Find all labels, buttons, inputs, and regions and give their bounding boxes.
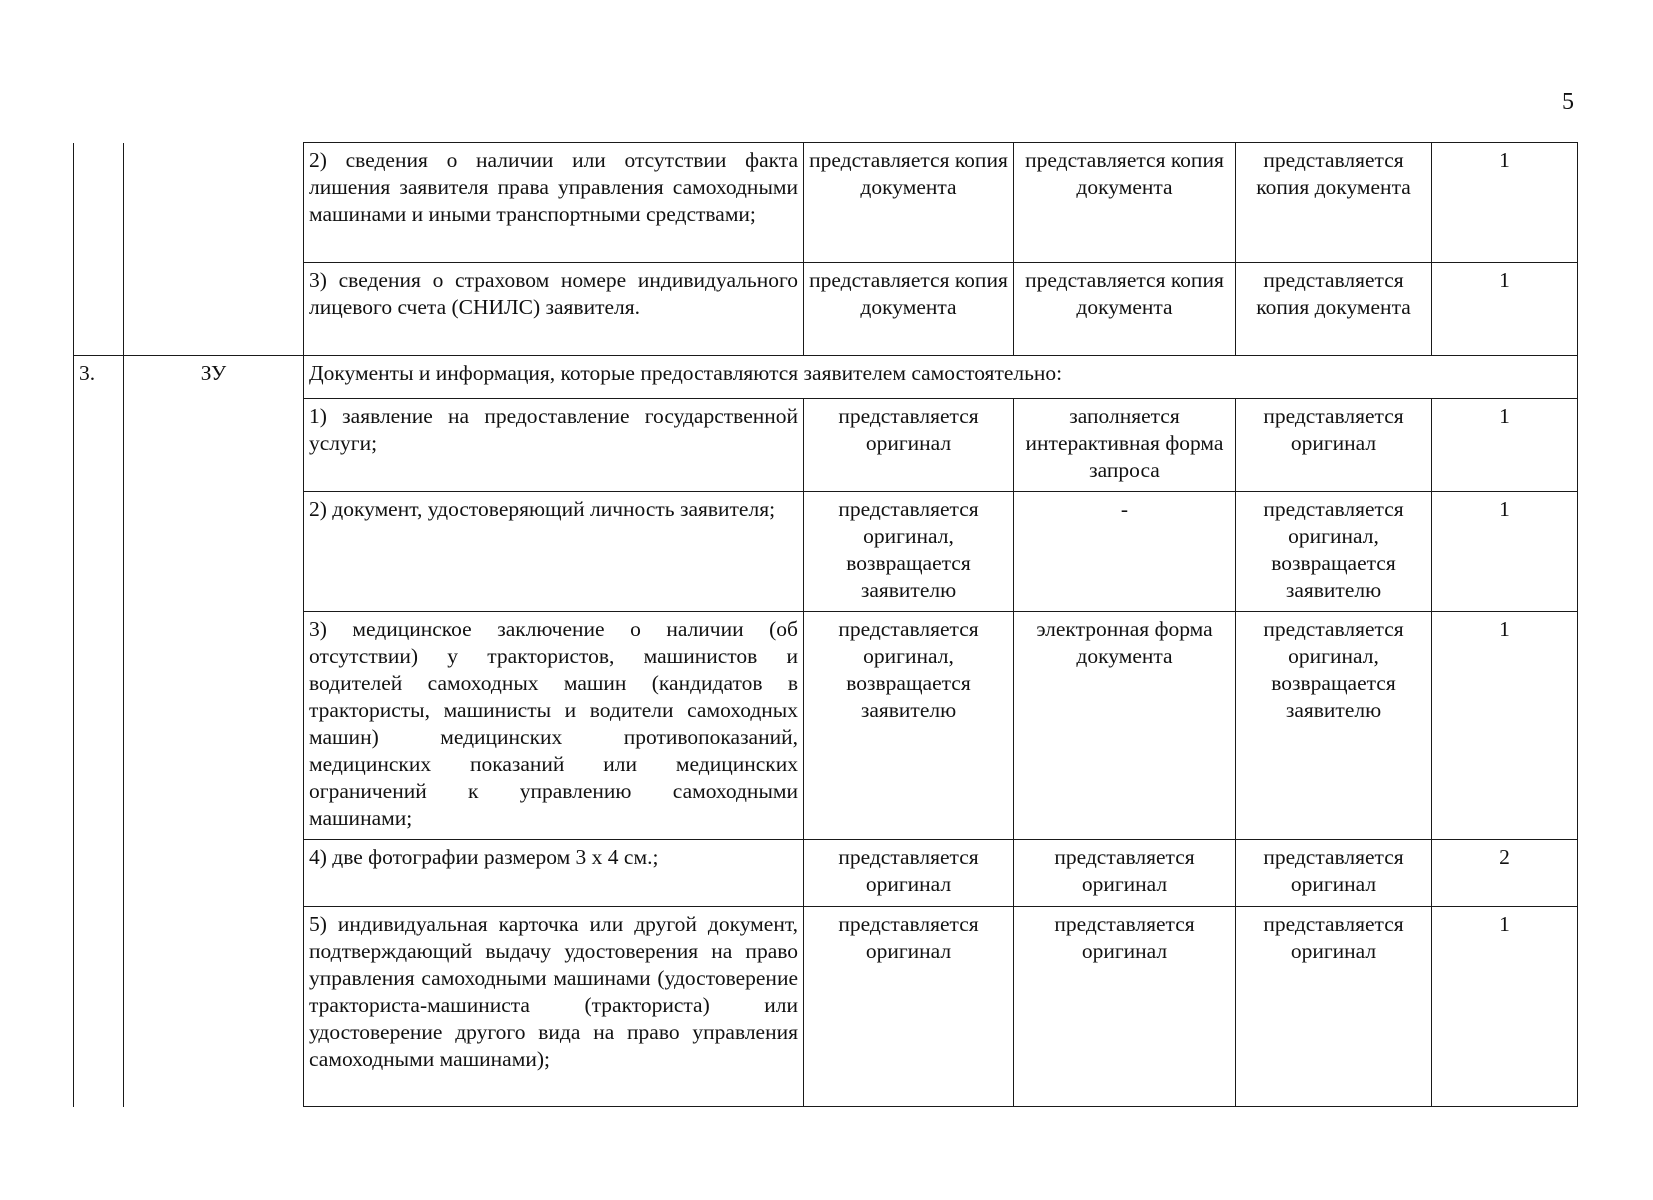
- blank-code-cell: [124, 399, 304, 492]
- blank-number-cell: [74, 840, 124, 907]
- row-description: 3) медицинское заключение о наличии (об отсутствии) у трактористов, машинистов и водителей самоходных машин (кандидатов в трактористы, машинисты и водители самоходных машин) медицинских противопоказаний, медицинских показаний или медицинских ограничений к управлению самоходными машинами;: [304, 612, 804, 840]
- row-col2: заполняется интерактивная форма запроса: [1014, 399, 1236, 492]
- blank-code-cell: [124, 263, 304, 356]
- table-row: [74, 263, 1578, 356]
- row-description: 1) заявление на предоставление государственной услуги;: [304, 399, 804, 492]
- row-description: 3) сведения о страховом номере индивидуального лицевого счета (СНИЛС) заявителя.: [304, 263, 804, 356]
- documents-table: [73, 142, 1578, 1107]
- table-row: [74, 143, 1578, 263]
- row-col3: представляется оригинал: [1236, 399, 1432, 492]
- blank-number-cell: [74, 492, 124, 612]
- row-count: 2: [1432, 840, 1578, 907]
- table-row: [74, 840, 1578, 907]
- row-count: 1: [1432, 143, 1578, 263]
- row-description: 4) две фотографии размером 3 х 4 см.;: [304, 840, 804, 907]
- row-col1: представляется оригинал, возвращается заявителю: [804, 612, 1014, 840]
- blank-code-cell: [124, 612, 304, 840]
- blank-number-cell: [74, 612, 124, 840]
- row-col2: представляется оригинал: [1014, 840, 1236, 907]
- row-count: 1: [1432, 612, 1578, 840]
- section-code: ЗУ: [124, 356, 304, 399]
- section-header: Документы и информация, которые предоставляются заявителем самостоятельно:: [304, 356, 1578, 399]
- row-count: 1: [1432, 492, 1578, 612]
- table-row: [74, 399, 1578, 492]
- row-col3: представляется оригинал: [1236, 907, 1432, 1107]
- table-row: [74, 612, 1578, 840]
- row-col1: представляется копия документа: [804, 143, 1014, 263]
- row-col3: представляется копия документа: [1236, 143, 1432, 263]
- row-col3: представляется оригинал, возвращается заявителю: [1236, 612, 1432, 840]
- row-col1: представляется оригинал: [804, 399, 1014, 492]
- row-col1: представляется копия документа: [804, 263, 1014, 356]
- row-col1: представляется оригинал: [804, 840, 1014, 907]
- row-col2: представляется оригинал: [1014, 907, 1236, 1107]
- table-row: [74, 492, 1578, 612]
- blank-code-cell: [124, 143, 304, 263]
- row-col3: представляется оригинал: [1236, 840, 1432, 907]
- section-header-row: [74, 356, 1578, 399]
- blank-code-cell: [124, 492, 304, 612]
- blank-number-cell: [74, 263, 124, 356]
- row-col2: представляется копия документа: [1014, 143, 1236, 263]
- row-col3: представляется копия документа: [1236, 263, 1432, 356]
- row-description: 2) документ, удостоверяющий личность заявителя;: [304, 492, 804, 612]
- row-col3: представляется оригинал, возвращается заявителю: [1236, 492, 1432, 612]
- row-description: 2) сведения о наличии или отсутствии факта лишения заявителя права управления самоходными машинами и иными транспортными средствами;: [304, 143, 804, 263]
- row-count: 1: [1432, 399, 1578, 492]
- page-number: 5: [1562, 89, 1574, 115]
- table-row: [74, 907, 1578, 1107]
- row-description: 5) индивидуальная карточка или другой документ, подтверждающий выдачу удостоверения на право управления самоходными машинами (удостоверение тракториста-машиниста (тракториста) или удостоверение другого вида на право управления самоходными машинами);: [304, 907, 804, 1107]
- section-number: 3.: [74, 356, 124, 399]
- blank-number-cell: [74, 907, 124, 1107]
- blank-code-cell: [124, 907, 304, 1107]
- row-col2: электронная форма документа: [1014, 612, 1236, 840]
- blank-number-cell: [74, 143, 124, 263]
- row-col2: представляется копия документа: [1014, 263, 1236, 356]
- blank-code-cell: [124, 840, 304, 907]
- row-count: 1: [1432, 263, 1578, 356]
- row-col1: представляется оригинал: [804, 907, 1014, 1107]
- row-col1: представляется оригинал, возвращается заявителю: [804, 492, 1014, 612]
- row-count: 1: [1432, 907, 1578, 1107]
- blank-number-cell: [74, 399, 124, 492]
- row-col2: -: [1014, 492, 1236, 612]
